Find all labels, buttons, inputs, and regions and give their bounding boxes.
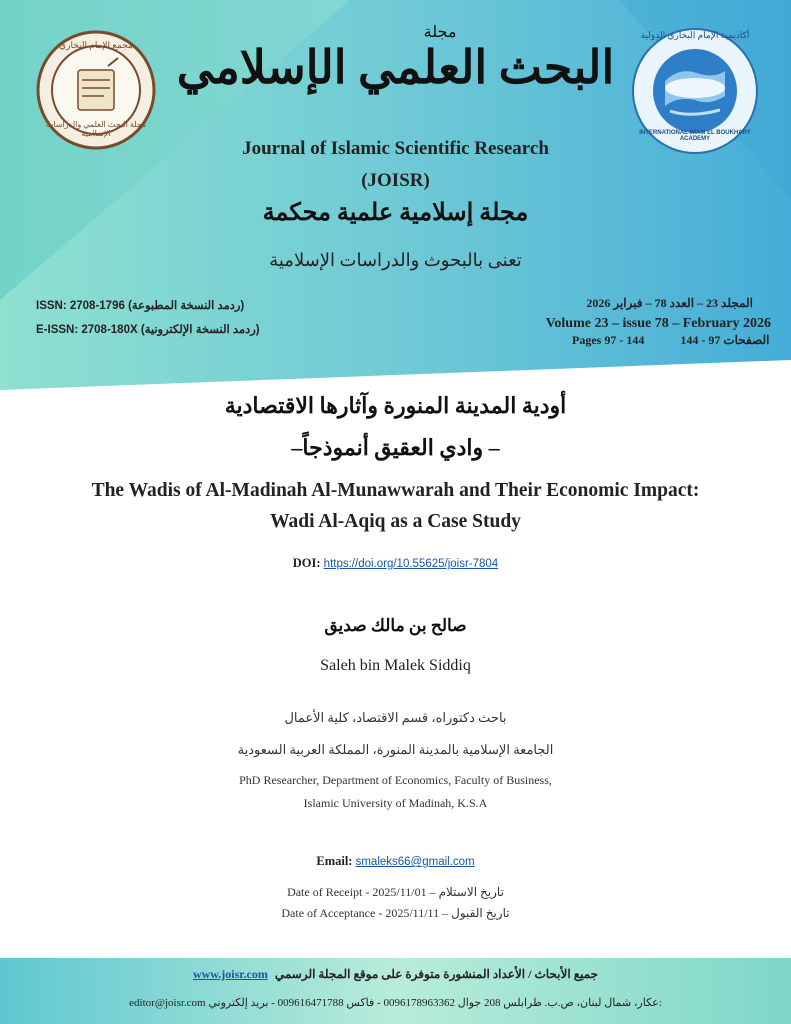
author-ar: صالح بن مالك صديق bbox=[324, 616, 467, 635]
article-title-en-2: Wadi Al-Aqiq as a Case Study bbox=[270, 511, 521, 532]
affiliation-en-1: PhD Researcher, Department of Economics, Faculty of Business, bbox=[239, 773, 552, 787]
issue-en: Volume 23 – issue 78 – February 2026 bbox=[545, 316, 771, 331]
journal-abbr: (JOISR) bbox=[361, 170, 430, 191]
issn-electronic-value: E-ISSN: 2708-180X bbox=[36, 324, 138, 336]
footer-site bbox=[0, 967, 791, 982]
issn-electronic-ar: (ردمد النسخة الإلكترونية) bbox=[140, 324, 260, 336]
issue-ar: المجلد 23 – العدد 78 – فبراير 2026 bbox=[586, 296, 753, 310]
date-acceptance-en: Date of Acceptance - 2025/11/11 – bbox=[281, 906, 449, 920]
affiliation-ar-1: باحث دكتوراه، قسم الاقتصاد، كلية الأعمال bbox=[284, 710, 507, 725]
doi-label: DOI: bbox=[292, 556, 321, 570]
author-en: Saleh bin Malek Siddiq bbox=[320, 657, 471, 674]
issn-electronic bbox=[36, 322, 260, 336]
issn-print-value: ISSN: 2708-1796 bbox=[36, 300, 125, 312]
date-receipt-en: Date of Receipt - 2025/11/01 – bbox=[287, 885, 436, 899]
left-logo-text: مجلة البحث العلمي والدراسات الإسلامية bbox=[45, 120, 147, 138]
doi bbox=[0, 556, 791, 571]
journal-title-ar: مجلة إسلامية علمية محكمة bbox=[262, 200, 529, 226]
article-title-en-1: The Wadis of Al-Madinah Al-Munawwarah and Their Economic Impact: bbox=[91, 480, 700, 501]
arabic-logo-title: البحث العلمي الإسلامي bbox=[176, 42, 615, 93]
affiliation-ar-2: الجامعة الإسلامية بالمدينة المنورة، المملكة العربية السعودية bbox=[237, 742, 554, 757]
issn-print-ar: (ردمد النسخة المطبوعة) bbox=[128, 300, 245, 312]
article-title-ar-1: أودية المدينة المنورة وآثارها الاقتصادية bbox=[224, 393, 567, 418]
date-receipt bbox=[0, 885, 791, 900]
journal-title-en: Journal of Islamic Scientific Research bbox=[242, 138, 549, 159]
article-title-ar-2: – وادي العقيق أنموذجاً– bbox=[291, 435, 500, 460]
issn-print bbox=[36, 298, 244, 312]
email-link[interactable]: smaleks66@gmail.com bbox=[355, 856, 475, 868]
date-acceptance-ar: تاريخ القبول bbox=[451, 906, 510, 920]
pages-en: Pages 97 - 144 bbox=[572, 333, 645, 347]
pages-ar: الصفحات 97 - 144 bbox=[680, 333, 770, 347]
email bbox=[0, 854, 791, 869]
journal-tagline-ar: تعنى بالبحوث والدراسات الإسلامية bbox=[269, 250, 522, 270]
date-acceptance bbox=[0, 906, 791, 921]
email-label: Email: bbox=[316, 854, 353, 868]
footer-contact bbox=[0, 996, 791, 1009]
left-logo-top-text: مجمع الإمام البخاري bbox=[59, 40, 133, 50]
doi-link[interactable]: https://doi.org/10.55625/joisr-7804 bbox=[323, 558, 499, 570]
date-receipt-ar: تاريخ الاستلام bbox=[438, 885, 504, 899]
footer-site-ar: جميع الأبحاث / الأعداد المنشورة متوفرة على موقع المجلة الرسمي bbox=[274, 967, 599, 981]
right-logo-ar: أكاديمية الإمام البخاري الدولية bbox=[640, 30, 750, 40]
right-logo-text: INTERNATIONAL IMAM EL BOUKHARY ACADEMY bbox=[639, 130, 751, 142]
affiliation-en-2: Islamic University of Madinah, K.S.A bbox=[303, 796, 488, 810]
arabic-logo-title-small: مجلة bbox=[423, 24, 457, 41]
footer-contact-ar: عكار، شمال لبنان، ص.ب. طرابلس 208 جوال 0096178963362 - فاكس 009616471788 - بريد إلكتروني: bbox=[208, 997, 662, 1009]
footer-site-link[interactable]: www.joisr.com bbox=[192, 967, 268, 981]
issue-pages bbox=[572, 333, 770, 348]
footer-contact-email[interactable]: editor@joisr.com bbox=[129, 997, 206, 1009]
